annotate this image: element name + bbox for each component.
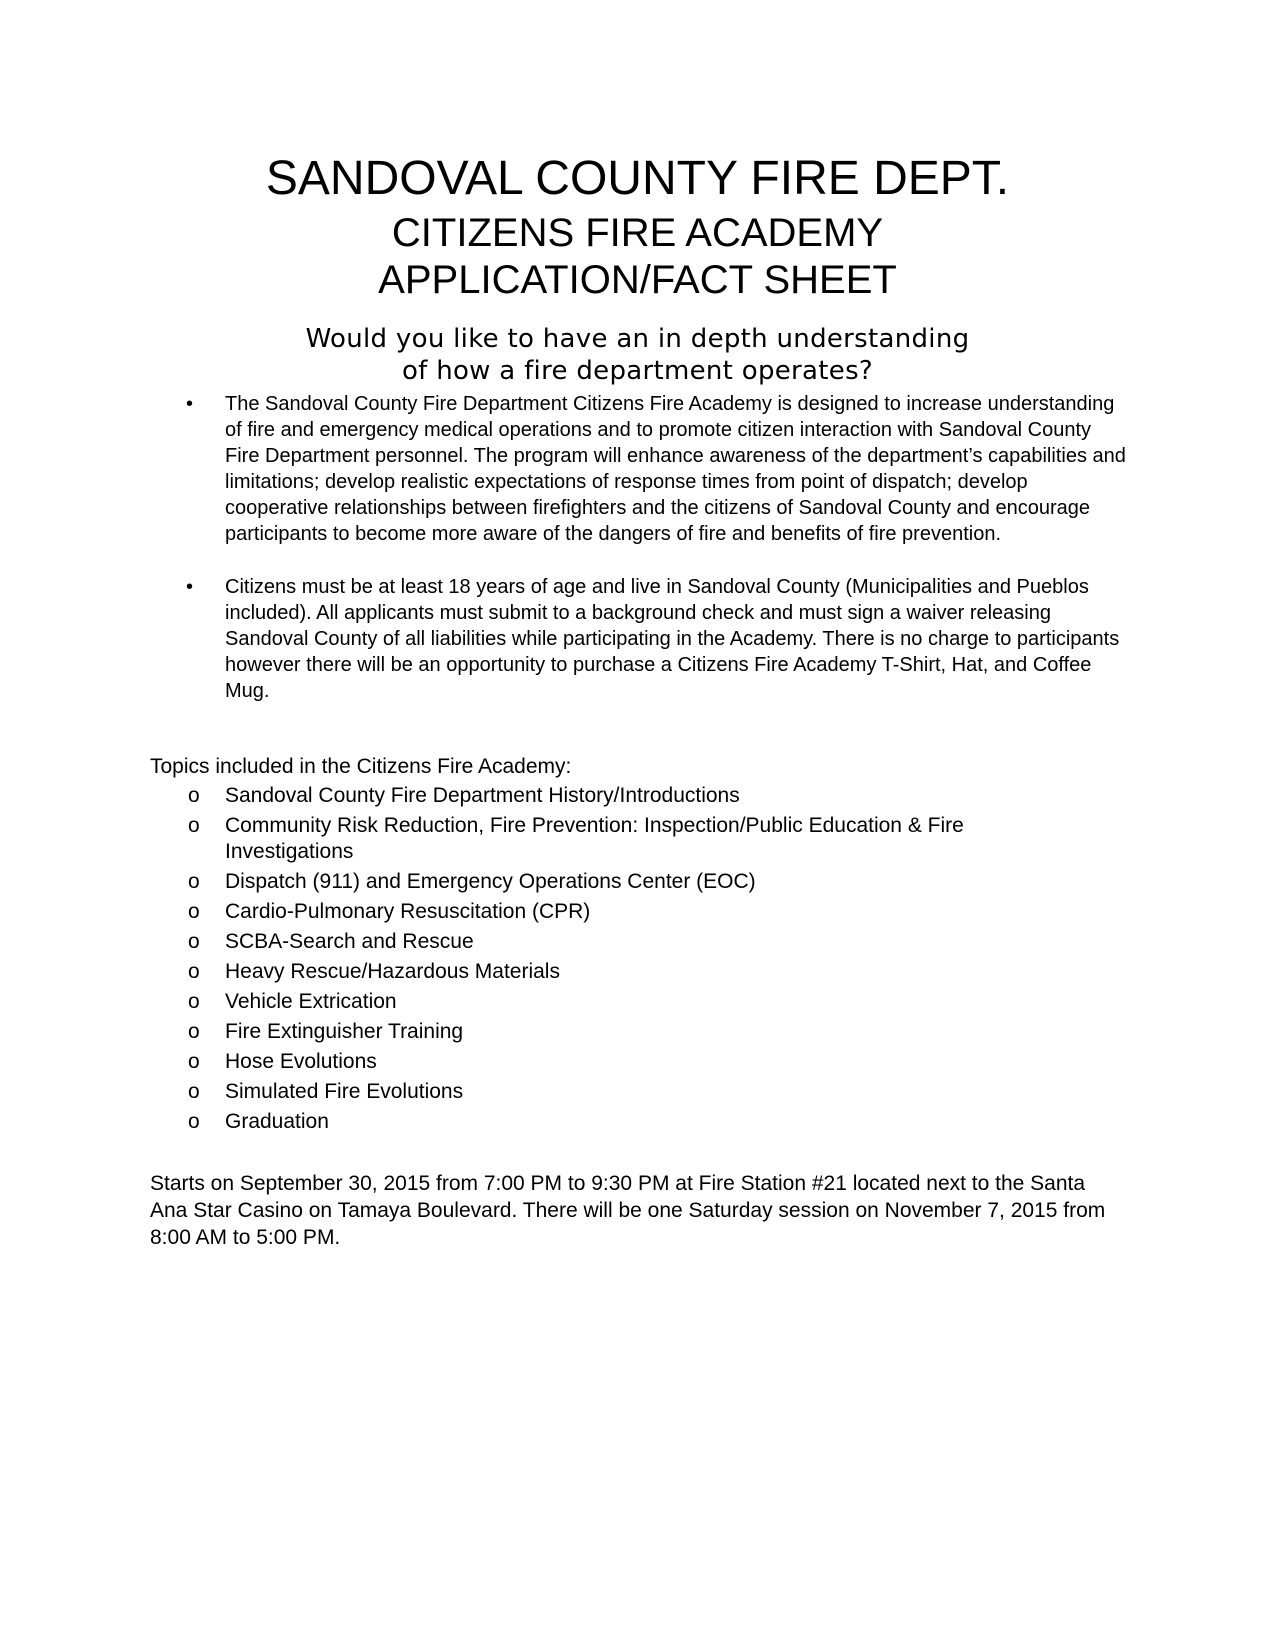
intro-question-line1: Would you like to have an in depth understanding <box>305 324 970 354</box>
list-item <box>0 899 1085 925</box>
list-marker-icon: o <box>188 930 200 953</box>
list-item <box>0 813 1085 865</box>
list-marker-icon: o <box>188 1080 200 1103</box>
intro-question-line2: of how a fire department operates? <box>401 356 874 386</box>
list-marker-icon: o <box>188 900 200 923</box>
list-item <box>0 959 1085 985</box>
list-item <box>0 929 1085 955</box>
bullet-text: Citizens must be at least 18 years of age and live in Sandoval County (Municipalities and Pueblos included). All applicants must submit to a background check and must sign a waiver releasing Sandoval County of all liabilities while participating in the Academy. There is no charge to participants however there will be an opportunity to purchase a Citizens Fire Academy T-Shirt, Hat, and Coffee Mug. <box>225 576 1120 702</box>
bullet-icon: • <box>186 576 194 598</box>
topic-text: Fire Extinguisher Training <box>225 1020 464 1043</box>
list-item <box>0 1109 1085 1135</box>
list-marker-icon: o <box>188 1020 200 1043</box>
topics-heading: Topics included in the Citizens Fire Academy: <box>150 755 572 778</box>
intro-question <box>0 323 1275 387</box>
list-marker-icon: o <box>188 784 200 807</box>
schedule-paragraph: Starts on September 30, 2015 from 7:00 PM to 9:30 PM at Fire Station #21 located next to the Santa Ana Star Casino on Tamaya Boulevard. There will be one Saturday session on November 7, 2015 from 8:00 AM to 5:00 PM. <box>150 1172 1106 1249</box>
list-marker-icon: o <box>188 1110 200 1133</box>
info-bullet-list <box>0 391 1275 704</box>
list-item <box>0 1079 1085 1105</box>
topic-text: Simulated Fire Evolutions <box>225 1080 464 1103</box>
list-item <box>0 869 1085 895</box>
topic-text: Vehicle Extrication <box>225 990 397 1013</box>
topic-text: Graduation <box>225 1110 329 1133</box>
page-subtitle-academy: CITIZENS FIRE ACADEMY <box>391 211 884 255</box>
list-item <box>0 783 1085 809</box>
topic-text: Community Risk Reduction, Fire Prevention: Inspection/Public Education & Fire Investigations <box>225 814 964 863</box>
list-marker-icon: o <box>188 960 200 983</box>
bullet-text: The Sandoval County Fire Department Citizens Fire Academy is designed to increase understanding of fire and emergency medical operations and to promote citizen interaction with Sandoval County Fire Department personnel. The program will enhance awareness of the department’s capabilities and limitations; develop realistic expectations of response times from point of dispatch; develop cooperative relationships between firefighters and the citizens of Sandoval County and encourage participants to become more aware of the dangers of fire and benefits of fire prevention. <box>225 393 1126 545</box>
bullet-icon: • <box>186 393 194 415</box>
topic-text: SCBA-Search and Rescue <box>225 930 474 953</box>
topics-list <box>0 783 1275 1139</box>
topic-text: Sandoval County Fire Department History/Introductions <box>225 784 740 807</box>
list-item <box>0 989 1085 1015</box>
bullet-item-program-description <box>0 391 1130 547</box>
page-title: SANDOVAL COUNTY FIRE DEPT. <box>265 152 1010 205</box>
list-item <box>0 1049 1085 1075</box>
topic-text: Hose Evolutions <box>225 1050 377 1073</box>
topic-text: Dispatch (911) and Emergency Operations Center (EOC) <box>225 870 756 893</box>
list-marker-icon: o <box>188 1050 200 1073</box>
list-marker-icon: o <box>188 814 200 837</box>
bullet-item-eligibility <box>0 574 1130 704</box>
list-marker-icon: o <box>188 990 200 1013</box>
topic-text: Cardio-Pulmonary Resuscitation (CPR) <box>225 900 591 923</box>
page-subtitle-application: APPLICATION/FACT SHEET <box>378 258 897 302</box>
list-item <box>0 1019 1085 1045</box>
topic-text: Heavy Rescue/Hazardous Materials <box>225 960 560 983</box>
list-marker-icon: o <box>188 870 200 893</box>
